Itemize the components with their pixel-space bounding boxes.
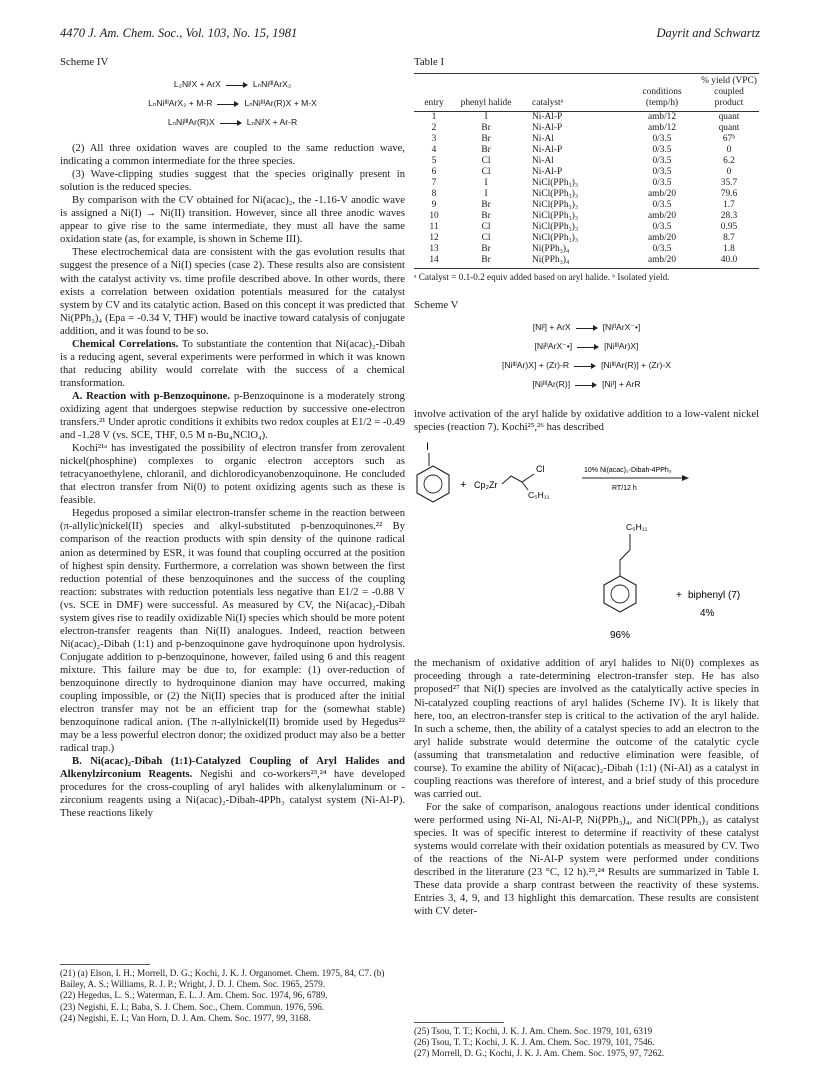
table-cell: 11	[429, 222, 439, 233]
table-row	[414, 211, 759, 222]
table-cell: 9	[431, 200, 437, 211]
table-cell: 1	[431, 112, 437, 123]
product: LₙNiᴵᴵᴵAr(R)X + M-X	[244, 98, 317, 109]
table-cell: Cl	[481, 233, 491, 244]
scheme-v-reaction	[414, 337, 759, 356]
table-row	[414, 167, 759, 178]
table-cell: 2	[431, 123, 437, 134]
table-cell: Ni-Al-P	[532, 112, 563, 123]
paragraph	[60, 755, 405, 820]
scheme-v-reaction	[414, 356, 759, 375]
table-cell: 0	[726, 145, 732, 156]
scheme-iv-reaction	[60, 94, 405, 113]
section-heading: A. Reaction with p-Benzoquinone.	[72, 390, 230, 402]
table-cell: Ni-Al-P	[532, 145, 563, 156]
running-header-left: 4470 J. Am. Chem. Soc., Vol. 103, No. 15, 1981	[60, 26, 298, 40]
paragraph: (3) Wave-clipping studies suggest that the species originally present in solution is the reduced species.	[60, 169, 405, 194]
scheme-v	[414, 318, 759, 394]
right-footnotes	[414, 1016, 759, 1060]
left-footnotes	[60, 958, 405, 1024]
table-cell: 0.95	[720, 222, 738, 233]
scheme-v-reaction	[414, 375, 759, 394]
reactant: [NiᴵᴵᴵAr)X] + (Zr)-R	[501, 360, 570, 371]
table-cell: 10	[429, 211, 439, 222]
table-row	[414, 200, 759, 211]
bond-line	[522, 482, 528, 490]
plus-sign: +	[460, 479, 467, 492]
table-cell: Ni-Al-P	[532, 167, 563, 178]
table-cell: Cl	[481, 222, 491, 233]
paragraph: involve activation of the aryl halide by oxidative addition to a low-valent nickel species (reaction 7). Kochi²⁵,²⁶ has described	[414, 409, 759, 434]
table-cell: 8	[431, 189, 437, 200]
table-row	[414, 134, 759, 145]
left-column	[60, 56, 405, 820]
paragraph: Kochi²¹ᵃ has investigated the possibility of electron transfer from zerovalent nickel(phosphine) complexes to organic electron acceptors such as tetracyanoethylene, chloranil, and dichlorodicyanobenzoquinone. He concluded that electron transfer from Ni(0) to potent oxidizing agents such as these is feasible.	[60, 443, 405, 507]
table-cell: I	[484, 189, 488, 200]
reactant: [Niᴵ] + ArX	[532, 322, 571, 333]
table-cell: 0/3.5	[652, 200, 672, 211]
paragraph: the mechanism of oxidative addition of aryl halides to Ni(0) complexes as proceeding through a rate-determining electron-transfer step. He has also proposed²⁷ that Ni(I) species are involved as the catalytically active species in Ni-catalyzed coupling reactions of aryl halides (Scheme IV). It is likely that here, too, an electron-transfer step is critical to the activation of the aryl halide. In such a scheme, then, the ability of a catalyst species to add an electron to the aryl halide substrate would determine the outcome of the catalytic cycle (assuming that transmetalation and reductive elimination were feasible, of course). To examine the ability of Ni(acac)₂-Dibah (1:1) (Ni-Al) as a catalyst in coupling reactions was therefore of interest, and a brief study of this procedure was carried out.	[414, 658, 759, 800]
footnote-rule	[60, 964, 150, 965]
table-row	[414, 233, 759, 244]
footnote-rule	[414, 1022, 504, 1023]
arrow-icon	[220, 120, 242, 126]
reactant: LₙNiᴵᴵᴵAr(R)X	[167, 117, 215, 128]
table-row	[414, 189, 759, 200]
table-cell: 0	[726, 167, 732, 178]
table-cell: amb/20	[647, 189, 677, 200]
product: [NiᴵᴵᴵAr)X]	[604, 341, 639, 352]
reaction-7-scheme	[414, 438, 759, 653]
scheme-iv	[60, 75, 405, 132]
table-row	[414, 255, 759, 269]
table-row	[414, 244, 759, 255]
table-cell: Ni-Al	[532, 134, 554, 145]
table-cell: Br	[481, 145, 491, 156]
column-header: % yield (VPC) coupled product	[699, 76, 759, 112]
table-cell: NiCl(PPh₃)₃	[532, 211, 579, 222]
table-cell: I	[484, 112, 488, 123]
table-row	[414, 112, 759, 124]
table-cell: 13	[429, 244, 439, 255]
table-cell: amb/20	[647, 233, 677, 244]
paragraph: Hegedus proposed a similar electron-transfer scheme in the reaction between (π-allylic)nickel(II) species and alkyl-substituted p-benzoquinones.²² By comparison of the reaction products with spin density of the quinone radical anion as determined by ESR, it was found that coupling occurred at the position of highest spin density. Furthermore, a correlation was shown between the first reduction potential of these benzoquinones and the success of the coupling reaction: substrates with reduction potentials less negative than E1/2 = -0.88 V (vs. SCE in DMF) were successful. As measured by CV, the Ni(acac)₂-Dibah system gives rise to readily oxidizable Ni(I) species which should be more potent electron-transfer reagents than Ni(II) analogues. Indeed, reaction between Ni(acac)₂-Dibah (1:1) and p-benzoquinone gave hydroquinone upon hydrolysis. Conjugate addition to p-benzoquinone, however, failed using 6 and this reagent mixture. This failure may be due to, for example: (1) over-reduction of benzoquinone directly to hydroquinone dianion may have occurred, making coupling impossible, or (2) the Ni(II) species that is produced after the initial electron transfer may not be an efficient trap for the (somewhat stable) benzoquinone radical anion. (The π-allylnickel(II) bromide used by Hegedus²² may be a less powerful electron donor; the oxidized product may also be a better radical trap.)	[60, 508, 405, 755]
conditions-top: 10% Ni(acac)₂-Dibah-4PPh₃	[584, 467, 672, 475]
section-heading: Chemical Correlations.	[72, 338, 179, 350]
arrow-icon	[575, 382, 597, 388]
table-cell: NiCl(PPh₃)₃	[532, 233, 579, 244]
reactant: [NiᴵᴵArX⁻•]	[534, 341, 573, 352]
table-cell: 79.6	[720, 189, 738, 200]
scheme-v-label: Scheme V	[414, 299, 459, 312]
scheme-iv-label: Scheme IV	[60, 56, 109, 68]
paragraph	[60, 338, 405, 390]
table-cell: 4	[431, 145, 437, 156]
table-cell: Cl	[481, 156, 491, 167]
alkenyl-chain	[502, 474, 534, 484]
right-column	[414, 56, 759, 918]
pentyl-label: C₅H₁₁	[528, 490, 550, 501]
product: [NiᴵᴵᴵAr(R)] + (Zr)-X	[601, 360, 672, 371]
paragraph-text: Negishi and co-workers²³,²⁴ have developed procedures for the cross-coupling of aryl halides with alkenylaluminum or -zirconium reagents using a Ni(acac)₂-Dibah-4PPh₃ catalyst system (Ni-Al-P). These reactions likely	[60, 769, 405, 820]
table-cell: Ni-Al-P	[532, 123, 563, 134]
table-cell: 0/3.5	[652, 178, 672, 189]
product: LₙNiᴵᴵᴵArX₂	[252, 79, 292, 90]
table-cell: 8.7	[723, 233, 735, 244]
table-cell: Br	[481, 211, 491, 222]
scheme-iv-reaction	[60, 75, 405, 94]
table-cell: 0/3.5	[652, 244, 672, 255]
byproduct-label: biphenyl (7)	[688, 590, 741, 602]
reactant: [NiᴵᴵᴵAr(R)]	[532, 379, 571, 390]
table-cell: NiCl(PPh₃)₃	[532, 178, 579, 189]
table-cell: Ni-Al	[532, 156, 554, 167]
chloride-label: Cl	[536, 464, 545, 475]
footnote: (26) Tsou, T. T.; Kochi, J. K. J. Am. Chem. Soc. 1979, 101, 7546.	[414, 1037, 655, 1048]
paragraph	[60, 390, 405, 442]
arrow-icon	[576, 325, 598, 331]
table-cell: 40.0	[699, 255, 759, 269]
table-row	[414, 145, 759, 156]
table-cell: NiCl(PPh₃)₃	[532, 222, 579, 233]
table-row	[414, 222, 759, 233]
arrow-icon	[217, 101, 239, 107]
table-cell: 0/3.5	[652, 156, 672, 167]
column-header: entry	[414, 76, 454, 112]
paragraph: By comparison with the CV obtained for Ni(acac)₂, the -1.16-V anodic wave is assigned a Ni(I) → Ni(II) transition. However, since all three anodic waves appear to give rise to the same intermediate, they must all have the same oxidation state (as, for example, is shown in Scheme III).	[60, 195, 405, 246]
section-heading: B. Ni(acac)₂-Dibah (1:1)-Catalyzed Coupling of Aryl Halides and Alkenylzirconium Reagents.	[60, 756, 405, 781]
paragraph: These electrochemical data are consistent with the gas evolution results that suggest the presence of a Ni(I) species (case 2). These results also are consistent with the catalyst activity vs. time profile described above. In other words, there exists a correlation between oxidation potentials measured for the catalyst system by CV and its catalytic action. Based on this concept it was predicted that Ni(PPh₃)₄ (Epa = -0.34 V, THF) would be inactive toward catalysis of conjugate addition, and it was found to be so.	[60, 247, 405, 337]
table-cell: I	[484, 178, 488, 189]
byproduct-yield: 4%	[700, 608, 715, 620]
table-cell: Ni(PPh₃)₄	[518, 255, 625, 269]
paragraph: (2) All three oxidation waves are coupled to the same reduction wave, indicating a common intermediate for the three species.	[60, 143, 405, 168]
reactant: LₙNiᴵᴵᴵArX₂ + M-R	[148, 98, 213, 109]
table-cell: 28.3	[720, 211, 738, 222]
footnote: (27) Morrell, D. G.; Kochi, J. K. J. Am. Chem. Soc. 1975, 97, 7262.	[414, 1048, 665, 1059]
table-cell: 1.7	[723, 200, 735, 211]
scheme-iv-reaction	[60, 113, 405, 132]
table-cell: NiCl(PPh₃)₃	[532, 200, 579, 211]
table-cell: 3	[431, 134, 437, 145]
column-header: catalystᵃ	[518, 76, 625, 112]
iodo-label: I	[426, 441, 430, 454]
reactant: L₂NiᴵX + ArX	[173, 79, 221, 90]
table-cell: 6	[431, 167, 437, 178]
product-yield: 96%	[610, 630, 631, 642]
footnote: (22) Hegedus, L. S.; Waterman, E. L. J. Am. Chem. Soc. 1974, 96, 6789.	[60, 990, 328, 1001]
column-header: conditions (temp/h)	[625, 76, 699, 112]
arrow-icon	[226, 82, 248, 88]
table-row	[414, 178, 759, 189]
zirconium-reagent: Cp₂Zr	[474, 480, 498, 491]
running-header-right: Dayrit and Schwartz	[656, 26, 760, 40]
table-cell: 35.7	[720, 178, 738, 189]
arrow-icon	[574, 363, 596, 369]
table-cell: amb/20	[625, 255, 699, 269]
iodobenzene-ring-icon	[417, 466, 449, 502]
table-row	[414, 156, 759, 167]
product: LₙNiᴵX + Ar-R	[246, 117, 298, 128]
footnote: (23) Negishi, E. I.; Baba, S. J. Chem. Soc., Chem. Commun. 1976, 596.	[60, 1001, 325, 1012]
footnote: (21) (a) Elson, I. H.; Morrell, D. G.; Kochi, J. K. J. Organomet. Chem. 1975, 84, C7. (b) Bailey, A. S.; Williams, R. J. P.; Wright, J. D. J. Chem. Soc. 1965, 2579.	[60, 968, 385, 990]
page-header	[60, 26, 760, 42]
table-cell: 67ᵇ	[722, 134, 736, 145]
paragraph: For the sake of comparison, analogous reactions under identical conditions were performed using Ni-Al, Ni-Al-P, Ni(PPh₃)₄, and NiCl(PPh₃)₃ as catalyst species. It was of specific interest to determine if reactivity of these catalyst systems would correlate with their oxidation potentials as measured by CV. Two of the reactions of the Ni-Al-P system were performed under conditions described in the literature (23 °C, 12 h).²³,²⁴ Results are summarized in Table I. These data provide a sharp contrast between the reactivity of these systems. Entries 3, 4, 9, and 13 highlight this demarcation. These results are consistent with CV deter-	[414, 801, 759, 918]
table-cell: 0/3.5	[652, 145, 672, 156]
table-cell: 12	[429, 233, 439, 244]
plus-sign: +	[676, 590, 682, 602]
table-footnote: ᵃ Catalyst = 0.1-0.2 equiv added based on aryl halide. ᵇ Isolated yield.	[414, 272, 670, 283]
table-cell: 1.8	[723, 244, 735, 255]
column-header: phenyl halide	[454, 76, 518, 112]
product-chain	[620, 534, 630, 576]
table-cell: Br	[481, 134, 491, 145]
table-cell: quant	[718, 112, 740, 123]
table-cell: 0/3.5	[652, 222, 672, 233]
arrowhead-icon	[682, 475, 689, 481]
table-cell: 14	[414, 255, 454, 269]
product: [Niᴵ] + ArR	[602, 379, 641, 390]
scheme-v-reaction	[414, 318, 759, 337]
table-cell: quant	[718, 123, 740, 134]
table-body	[414, 112, 759, 269]
table-cell: 7	[431, 178, 437, 189]
table-cell: Br	[481, 200, 491, 211]
table-cell: amb/12	[647, 123, 677, 134]
table-cell: Cl	[481, 167, 491, 178]
table-cell: Br	[454, 255, 518, 269]
table-cell: Br	[481, 123, 491, 134]
table-cell: amb/20	[647, 211, 677, 222]
paragraph-text: To substantiate the contention that Ni(acac)₂-Dibah is a reducing agent, several experiments were performed in which it was known that reducing ability would correlate with the success of a chemical transformation.	[60, 338, 405, 389]
table-i	[414, 73, 759, 269]
table-cell: 6.2	[723, 156, 735, 167]
table-cell: 0/3.5	[652, 134, 672, 145]
table-row	[414, 123, 759, 134]
table-cell: Ni(PPh₃)₄	[532, 244, 570, 255]
product-pentyl-label: C₅H₁₁	[626, 522, 648, 533]
conditions-bottom: RT/12 h	[612, 485, 637, 493]
table-i-label: Table I	[414, 56, 445, 68]
arrow-icon	[577, 344, 599, 350]
table-cell: Br	[481, 244, 491, 255]
paragraph-text: p-Benzoquinone is a moderately strong oxidizing agent that undergoes stepwise reduction by successive one-electron transfers.²¹ Under aprotic conditions it exhibits two redox couples at E1/2 = -0.49 and -1.28 V (vs. SCE, THF, 0.5 M n-Bu₄NClO₄).	[60, 390, 405, 442]
table-cell: amb/12	[647, 112, 677, 123]
product: [NiᴵᴵArX⁻•]	[602, 322, 641, 333]
table-cell: 0/3.5	[652, 167, 672, 178]
footnote: (25) Tsou, T. T.; Kochi, J. K. J. Am. Chem. Soc. 1979, 101, 6319	[414, 1026, 653, 1036]
table-cell: NiCl(PPh₃)₃	[532, 189, 579, 200]
product-ring-icon	[604, 576, 636, 612]
footnote: (24) Negishi, E. I.; Van Horn, D. J. Am. Chem. Soc. 1977, 99, 3168.	[60, 1012, 311, 1023]
table-cell: 5	[431, 156, 437, 167]
